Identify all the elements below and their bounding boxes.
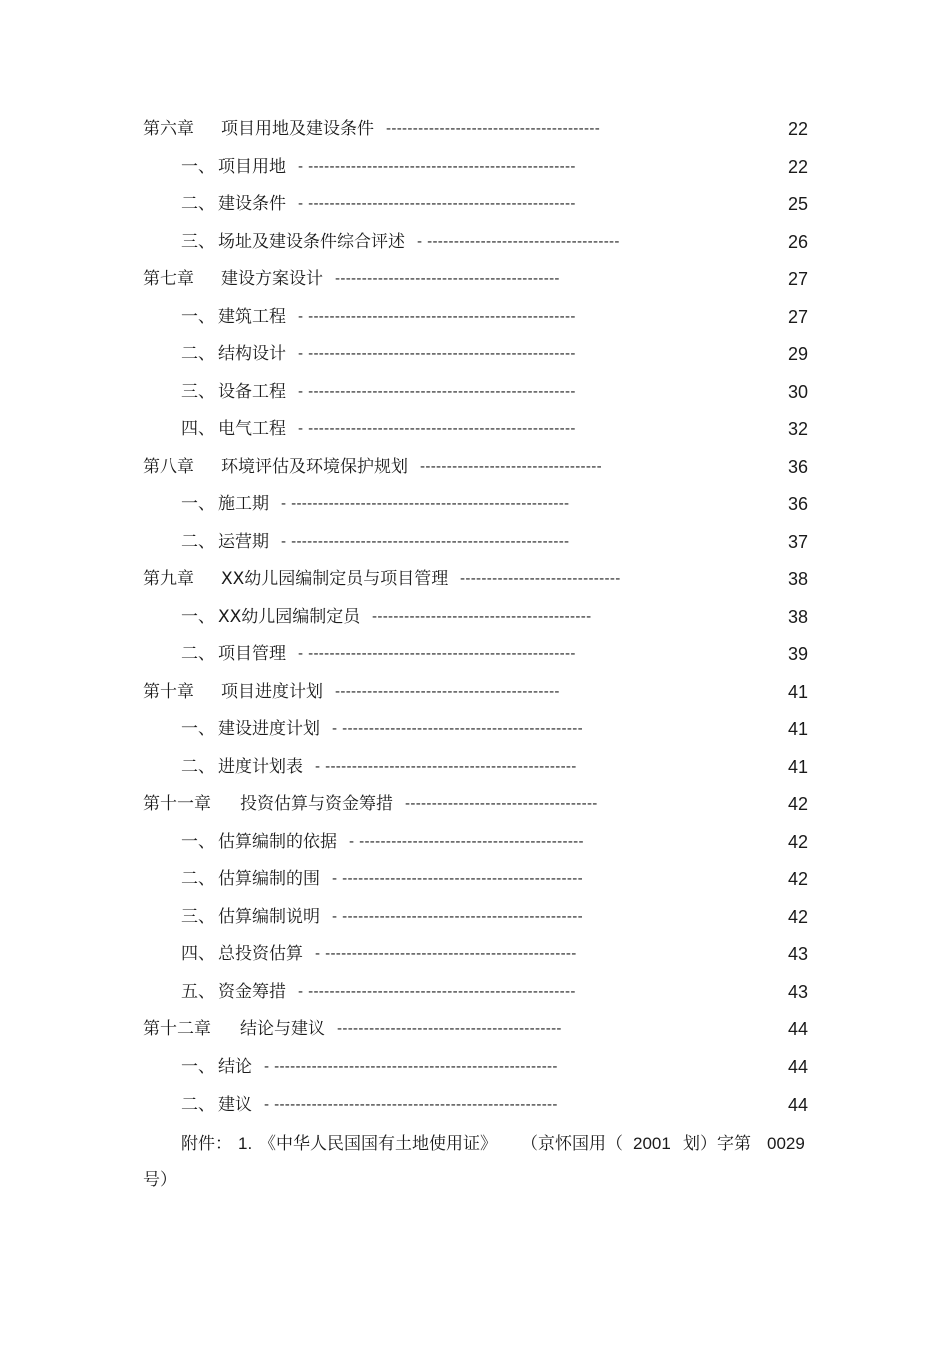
toc-entry-title: 施工期	[218, 494, 269, 514]
toc-section-row[interactable]	[0, 752, 950, 782]
appendix-ref-number: 0029	[767, 1134, 805, 1153]
toc-leader-dashes: - --------------------------------------------------	[298, 384, 576, 400]
toc-section-row[interactable]	[0, 902, 950, 932]
toc-leader-dashes: - --------------------------------------------------	[298, 309, 576, 325]
toc-page-number: 36	[787, 457, 808, 477]
toc-leader-dashes: - -----------------------------------------------	[315, 946, 577, 962]
toc-page-number: 44	[787, 1095, 808, 1115]
appendix-ref-mid: 划）字第	[683, 1134, 751, 1154]
toc-entry-title: 建筑工程	[218, 307, 286, 327]
toc-leader-dashes: ----------------------------------------	[386, 121, 601, 137]
toc-chapter-row[interactable]	[0, 114, 950, 144]
toc-entry-title: 进度计划表	[218, 757, 303, 777]
toc-section-row[interactable]	[0, 414, 950, 444]
toc-section-row[interactable]	[0, 977, 950, 1007]
toc-entry-title: 结论	[218, 1057, 252, 1077]
toc-leader-dashes: ----------------------------------	[420, 459, 602, 475]
toc-page-number: 29	[787, 344, 808, 364]
appendix-ref-close: 号）	[143, 1170, 177, 1190]
toc-entry-title: 电气工程	[218, 419, 286, 439]
appendix-item-title: 《中华人民国国有土地使用证》	[259, 1134, 497, 1154]
toc-entry-number: 二、	[181, 757, 215, 777]
toc-entry-title: 估算编制说明	[218, 907, 320, 927]
toc-entry-title: 结构设计	[218, 344, 286, 364]
toc-page-number: 44	[787, 1057, 808, 1077]
toc-entry-number: 第十一章	[143, 794, 211, 814]
toc-entry-number: 二、	[181, 644, 215, 664]
toc-entry-title: 建设条件	[218, 194, 286, 214]
appendix-item-number: 1.	[238, 1134, 253, 1153]
toc-entry-title: 项目用地	[218, 157, 286, 177]
toc-section-row[interactable]	[0, 939, 950, 969]
toc-entry-title: 估算编制的依据	[218, 832, 337, 852]
toc-leader-dashes: - --------------------------------------------------	[298, 421, 576, 437]
toc-page-number: 22	[787, 119, 808, 139]
toc-section-row[interactable]	[0, 227, 950, 257]
toc-entry-number: 一、	[181, 1057, 215, 1077]
toc-page-number: 30	[787, 382, 808, 402]
toc-page-number: 25	[787, 194, 808, 214]
toc-chapter-row[interactable]	[0, 564, 950, 594]
toc-entry-title: 场址及建设条件综合评述	[218, 232, 405, 252]
toc-entry-number: 四、	[181, 944, 215, 964]
toc-leader-dashes: - -----------------------------------------------------	[264, 1059, 558, 1075]
toc-page-number: 41	[787, 682, 808, 702]
toc-leader-dashes: - -----------------------------------------------------	[264, 1097, 558, 1113]
toc-section-row[interactable]	[0, 1090, 950, 1120]
toc-section-row[interactable]	[0, 714, 950, 744]
toc-page-number: 22	[787, 157, 808, 177]
toc-page-number: 32	[787, 419, 808, 439]
toc-entry-number: 第十二章	[143, 1019, 211, 1039]
toc-chapter-row[interactable]	[0, 452, 950, 482]
toc-entry-title: 设备工程	[218, 382, 286, 402]
toc-page-number: 42	[787, 869, 808, 889]
toc-entry-number: 一、	[181, 307, 215, 327]
toc-entry-title: 项目用地及建设条件	[221, 119, 374, 139]
toc-entry-number: 第八章	[143, 457, 194, 477]
toc-page-number: 42	[787, 907, 808, 927]
toc-section-row[interactable]	[0, 189, 950, 219]
toc-page-number: 36	[787, 494, 808, 514]
toc-entry-number: 第六章	[143, 119, 194, 139]
toc-entry-number: 五、	[181, 982, 215, 1002]
toc-leader-dashes: - --------------------------------------------------	[298, 346, 576, 362]
toc-page-number: 38	[787, 569, 808, 589]
toc-entry-number: 二、	[181, 1095, 215, 1115]
toc-page-number: 42	[787, 794, 808, 814]
toc-entry-number: 二、	[181, 344, 215, 364]
toc-section-row[interactable]	[0, 602, 950, 632]
toc-leader-dashes: - ----------------------------------------------------	[281, 534, 570, 550]
toc-leader-dashes: ------------------------------------------	[337, 1021, 562, 1037]
toc-entry-title: XX幼儿园编制定员与项目管理	[221, 569, 449, 589]
toc-section-row[interactable]	[0, 639, 950, 669]
toc-entry-number: 一、	[181, 607, 215, 627]
toc-entry-number: 一、	[181, 832, 215, 852]
toc-entry-number: 三、	[181, 907, 215, 927]
toc-entry-title: 资金筹措	[218, 982, 286, 1002]
toc-entry-number: 二、	[181, 532, 215, 552]
toc-entry-number: 二、	[181, 194, 215, 214]
toc-section-row[interactable]	[0, 377, 950, 407]
toc-leader-dashes: - --------------------------------------------------	[298, 646, 576, 662]
appendix-first-line	[143, 1126, 809, 1162]
toc-entry-number: 三、	[181, 232, 215, 252]
toc-entry-title: 环境评估及环境保护规划	[221, 457, 408, 477]
toc-chapter-row[interactable]	[0, 1014, 950, 1044]
toc-entry-title: 总投资估算	[218, 944, 303, 964]
toc-entry-title: 结论与建议	[240, 1019, 325, 1039]
appendix-note	[143, 1126, 809, 1198]
toc-page-number: 26	[787, 232, 808, 252]
appendix-label: 附件：	[181, 1134, 232, 1154]
toc-entry-number: 一、	[181, 157, 215, 177]
toc-page-number: 27	[787, 307, 808, 327]
toc-entry-number: 二、	[181, 869, 215, 889]
toc-leader-dashes: - ----------------------------------------------------	[281, 496, 570, 512]
toc-entry-title: 建设进度计划	[218, 719, 320, 739]
toc-section-row[interactable]	[0, 864, 950, 894]
appendix-ref-open: （京怀国用（	[521, 1134, 623, 1154]
toc-page-number: 37	[787, 532, 808, 552]
toc-chapter-row[interactable]	[0, 677, 950, 707]
toc-page-number: 27	[787, 269, 808, 289]
toc-leader-dashes: - --------------------------------------------------	[298, 984, 576, 1000]
toc-entry-title: 运营期	[218, 532, 269, 552]
toc-entry-number: 第十章	[143, 682, 194, 702]
toc-section-row[interactable]	[0, 827, 950, 857]
toc-chapter-row[interactable]	[0, 264, 950, 294]
toc-entry-title: 项目进度计划	[221, 682, 323, 702]
toc-leader-dashes: - --------------------------------------------------	[298, 159, 576, 175]
toc-entry-number: 一、	[181, 719, 215, 739]
toc-leader-dashes: - ------------------------------------	[417, 234, 620, 250]
toc-entry-number: 三、	[181, 382, 215, 402]
toc-page-number: 41	[787, 757, 808, 777]
toc-page-number: 44	[787, 1019, 808, 1039]
toc-leader-dashes: - -----------------------------------------------	[315, 759, 577, 775]
toc-leader-dashes: ------------------------------------------	[335, 684, 560, 700]
toc-entry-number: 一、	[181, 494, 215, 514]
toc-entry-number: 第七章	[143, 269, 194, 289]
appendix-ref-year: 2001	[633, 1134, 671, 1153]
toc-leader-dashes: ------------------------------	[460, 571, 621, 587]
toc-leader-dashes: ------------------------------------------	[335, 271, 560, 287]
toc-page-number: 39	[787, 644, 808, 664]
toc-section-row[interactable]	[0, 527, 950, 557]
toc-entry-title: 建设方案设计	[221, 269, 323, 289]
toc-section-row[interactable]	[0, 152, 950, 182]
toc-chapter-row[interactable]	[0, 789, 950, 819]
toc-entry-number: 四、	[181, 419, 215, 439]
toc-leader-dashes: ------------------------------------	[405, 796, 598, 812]
toc-page-number: 42	[787, 832, 808, 852]
toc-section-row[interactable]	[0, 1052, 950, 1082]
toc-leader-dashes: -----------------------------------------	[372, 609, 592, 625]
toc-entry-title: XX幼儿园编制定员	[218, 607, 361, 627]
toc-entry-title: 项目管理	[218, 644, 286, 664]
toc-entry-number: 第九章	[143, 569, 194, 589]
toc-page-number: 43	[787, 982, 808, 1002]
toc-entry-title: 投资估算与资金筹措	[240, 794, 393, 814]
toc-entry-title: 估算编制的围	[218, 869, 320, 889]
toc-leader-dashes: - ---------------------------------------------	[332, 871, 583, 887]
toc-leader-dashes: - ---------------------------------------------	[332, 909, 583, 925]
toc-page-number: 41	[787, 719, 808, 739]
toc-leader-dashes: - ------------------------------------------	[349, 834, 584, 850]
toc-section-row[interactable]	[0, 302, 950, 332]
toc-page-number: 43	[787, 944, 808, 964]
toc-entry-title: 建议	[218, 1095, 252, 1115]
toc-section-row[interactable]	[0, 339, 950, 369]
toc-leader-dashes: - ---------------------------------------------	[332, 721, 583, 737]
toc-leader-dashes: - --------------------------------------------------	[298, 196, 576, 212]
toc-page-number: 38	[787, 607, 808, 627]
toc-section-row[interactable]	[0, 489, 950, 519]
